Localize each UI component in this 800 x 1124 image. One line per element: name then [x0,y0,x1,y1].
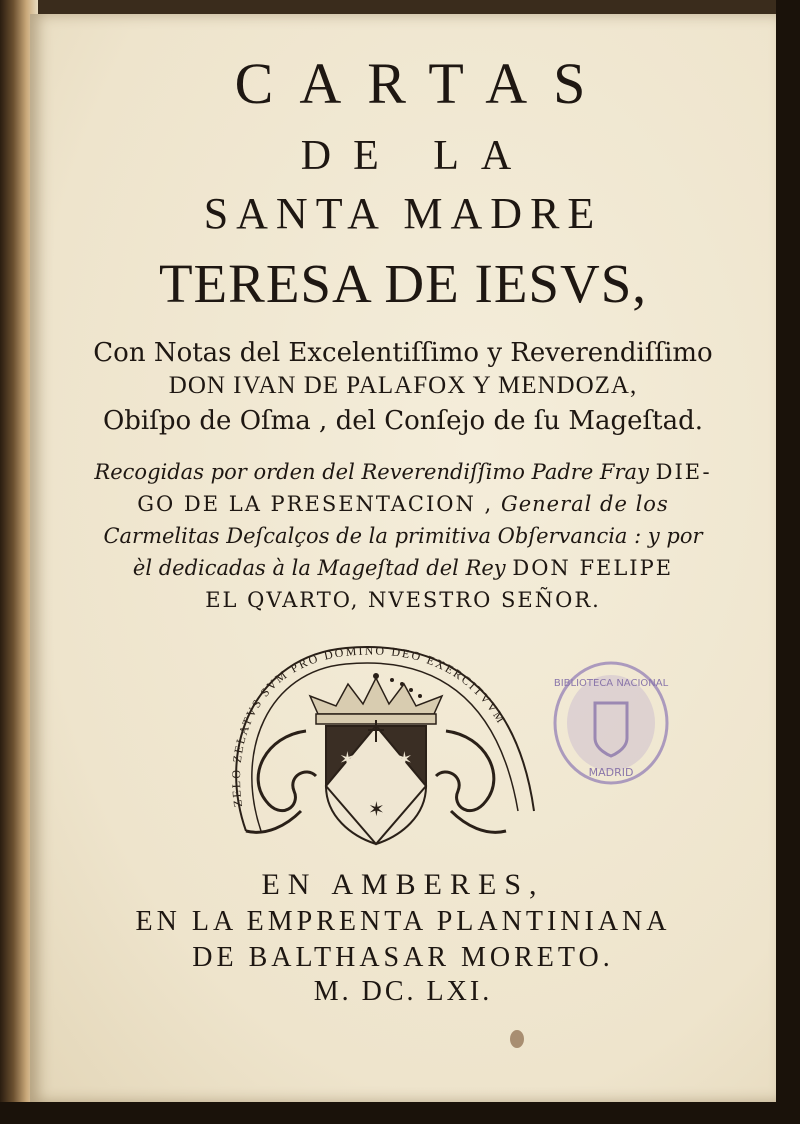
title-line-teresa: TERESA DE IESVS, [158,253,648,314]
imprint-line-4: M. DC. LXI. [313,976,493,1007]
title-line-cartas: CARTAS [234,51,612,116]
notes-line-1: Con Notas del Excelentiſſimo y Reverendiſſimo [93,338,713,368]
notes-line-2: DON IVAN DE PALAFOX Y MENDOZA, [168,372,638,399]
crown-icon [310,678,442,724]
collected-line-3: Carmelitas Deſcalços de la primitiva Obſervancia : y por [103,524,703,548]
svg-text:✶: ✶ [396,747,413,771]
collected-line-2-italic: General de los [500,492,669,516]
collected-line-1-caps: DIE- [655,460,712,484]
stamp-text-top: BIBLIOTECA NACIONAL [553,678,669,689]
collected-line-1-italic: Recogidas por orden del Reverendiſſimo Padre Fray [94,460,649,484]
imprint-line-3: DE BALTHASAR MORETO. [192,942,614,973]
emblem-motto: ZELO ZELATVS SVM PRO DOMINO DEO EXERCITVVM [229,643,509,809]
title-line-de-la: DE LA [300,133,534,179]
shield-bottom-star-icon: ✶ [368,797,385,821]
svg-text:✶: ✶ [339,747,356,771]
collected-line-2-caps: GO DE LA PRESENTACION , [137,492,494,516]
imprint-line-1: EN AMBERES, [261,868,545,901]
stamp-text-bottom: MADRID [588,766,634,779]
collected-line-1 [30,460,776,484]
collected-line-5: EL QVARTO, NVESTRO SEÑOR. [205,588,601,612]
collected-line-4-italic: èl dedicadas à la Mageſtad del Rey [132,556,506,580]
collected-line-2 [30,492,776,516]
collected-line-4-caps: DON FELIPE [512,556,674,580]
notes-line-3: Obiſpo de Oſma , del Conſejo de ſu Mageſtad. [102,406,704,436]
coat-of-arms-emblem [206,626,546,856]
library-stamp [550,658,672,788]
title-line-santa-madre: SANTA MADRE [203,189,603,238]
shield-icon [326,720,426,844]
paper-stain [510,1030,524,1048]
collected-line-4 [30,556,776,580]
imprint-line-2: EN LA EMPRENTA PLANTINIANA [135,906,671,937]
background-edge-bottom [0,1102,800,1124]
